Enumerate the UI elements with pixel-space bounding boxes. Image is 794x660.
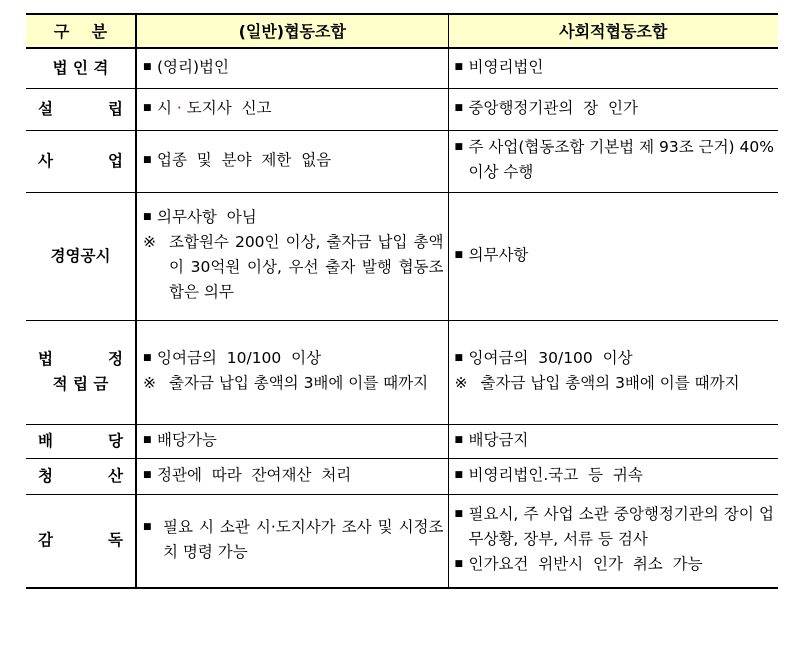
header-category: 구 분 (26, 14, 136, 48)
bullet-icon: ■ (454, 559, 464, 570)
reference-mark-icon: ※ (143, 233, 156, 251)
row-col2: ■ 비영리법인 (448, 48, 778, 88)
row-col1: ■ 업종 및 분야 제한 없음 (136, 130, 448, 192)
red-middle-dot: · (176, 98, 182, 117)
row-category: 법 정 적 립 금 (26, 320, 136, 424)
bullet-icon: ■ (454, 509, 464, 520)
bullet-icon: ■ (454, 61, 464, 72)
reference-mark-icon: ※ (454, 374, 468, 392)
bullet-icon: ■ (143, 102, 152, 113)
header-col1: (일반)협동조합 (136, 14, 448, 48)
row-category: 청 산 (26, 458, 136, 494)
row-legal-entity (26, 48, 778, 88)
row-col1: ■ 의무사항 아님 ※ 조합원수 200인 이상, 출자금 납입 총액이 30억원 이상, 우선 출자 발행 협동조합은 의무 (136, 192, 448, 320)
bullet-icon: ■ (143, 469, 152, 480)
row-disclosure (26, 192, 778, 320)
row-legal-reserve (26, 320, 778, 424)
bullet-icon: ■ (454, 249, 464, 260)
row-category: 배 당 (26, 424, 136, 458)
row-col1: ■ 잉여금의 10/100 이상 ※ 출자금 납입 총액의 3배에 이를 때까지 (136, 320, 448, 424)
row-col1: ■ 정관에 따라 잔여재산 처리 (136, 458, 448, 494)
row-category: 설 립 (26, 88, 136, 130)
reference-mark-icon: ※ (143, 374, 156, 392)
bullet-icon: ■ (143, 154, 152, 165)
row-col1: ■ 시 · 도지사 신고 (136, 88, 448, 130)
bullet-icon: ■ (454, 142, 464, 152)
comparison-table (26, 13, 778, 589)
row-category: 감 독 (26, 494, 136, 588)
bullet-icon: ■ (143, 521, 152, 532)
bullet-icon: ■ (143, 434, 152, 445)
header-row (26, 14, 778, 48)
row-col2: ■ 비영리법인.국고 등 귀속 (448, 458, 778, 494)
row-col2: ■ 잉여금의 30/100 이상 ※ 출자금 납입 총액의 3배에 이를 때까지 (448, 320, 778, 424)
bullet-icon: ■ (454, 434, 464, 445)
row-col2: ■ 의무사항 (448, 192, 778, 320)
row-col2: ■ 필요시, 주 사업 소관 중앙행정기관의 장이 업무상황, 장부, 서류 등 검사 ■ 인가요건 위반시 인가 취소 가능 (448, 494, 778, 588)
row-col1: ■ (영리)법인 (136, 48, 448, 88)
row-supervision (26, 494, 778, 588)
header-col2: 사회적협동조합 (448, 14, 778, 48)
row-category: 사 업 (26, 130, 136, 192)
bullet-icon: ■ (454, 469, 464, 480)
bullet-icon: ■ (454, 353, 464, 363)
bullet-icon: ■ (143, 353, 152, 363)
row-col2: ■ 배당금지 (448, 424, 778, 458)
row-establishment (26, 88, 778, 130)
row-dividend (26, 424, 778, 458)
row-col2: ■ 주 사업(협동조합 기본법 제 93조 근거) 40% 이상 수행 (448, 130, 778, 192)
row-liquidation (26, 458, 778, 494)
row-business (26, 130, 778, 192)
row-col1: ■ 필요 시 소관 시·도지사가 조사 및 시정조치 명령 가능 (136, 494, 448, 588)
row-col2: ■ 중앙행정기관의 장 인가 (448, 88, 778, 130)
row-col1: ■ 배당가능 (136, 424, 448, 458)
row-category: 법 인 격 (26, 48, 136, 88)
bullet-icon: ■ (143, 212, 152, 222)
row-category: 경영공시 (26, 192, 136, 320)
bullet-icon: ■ (143, 61, 152, 72)
bullet-icon: ■ (454, 102, 464, 113)
